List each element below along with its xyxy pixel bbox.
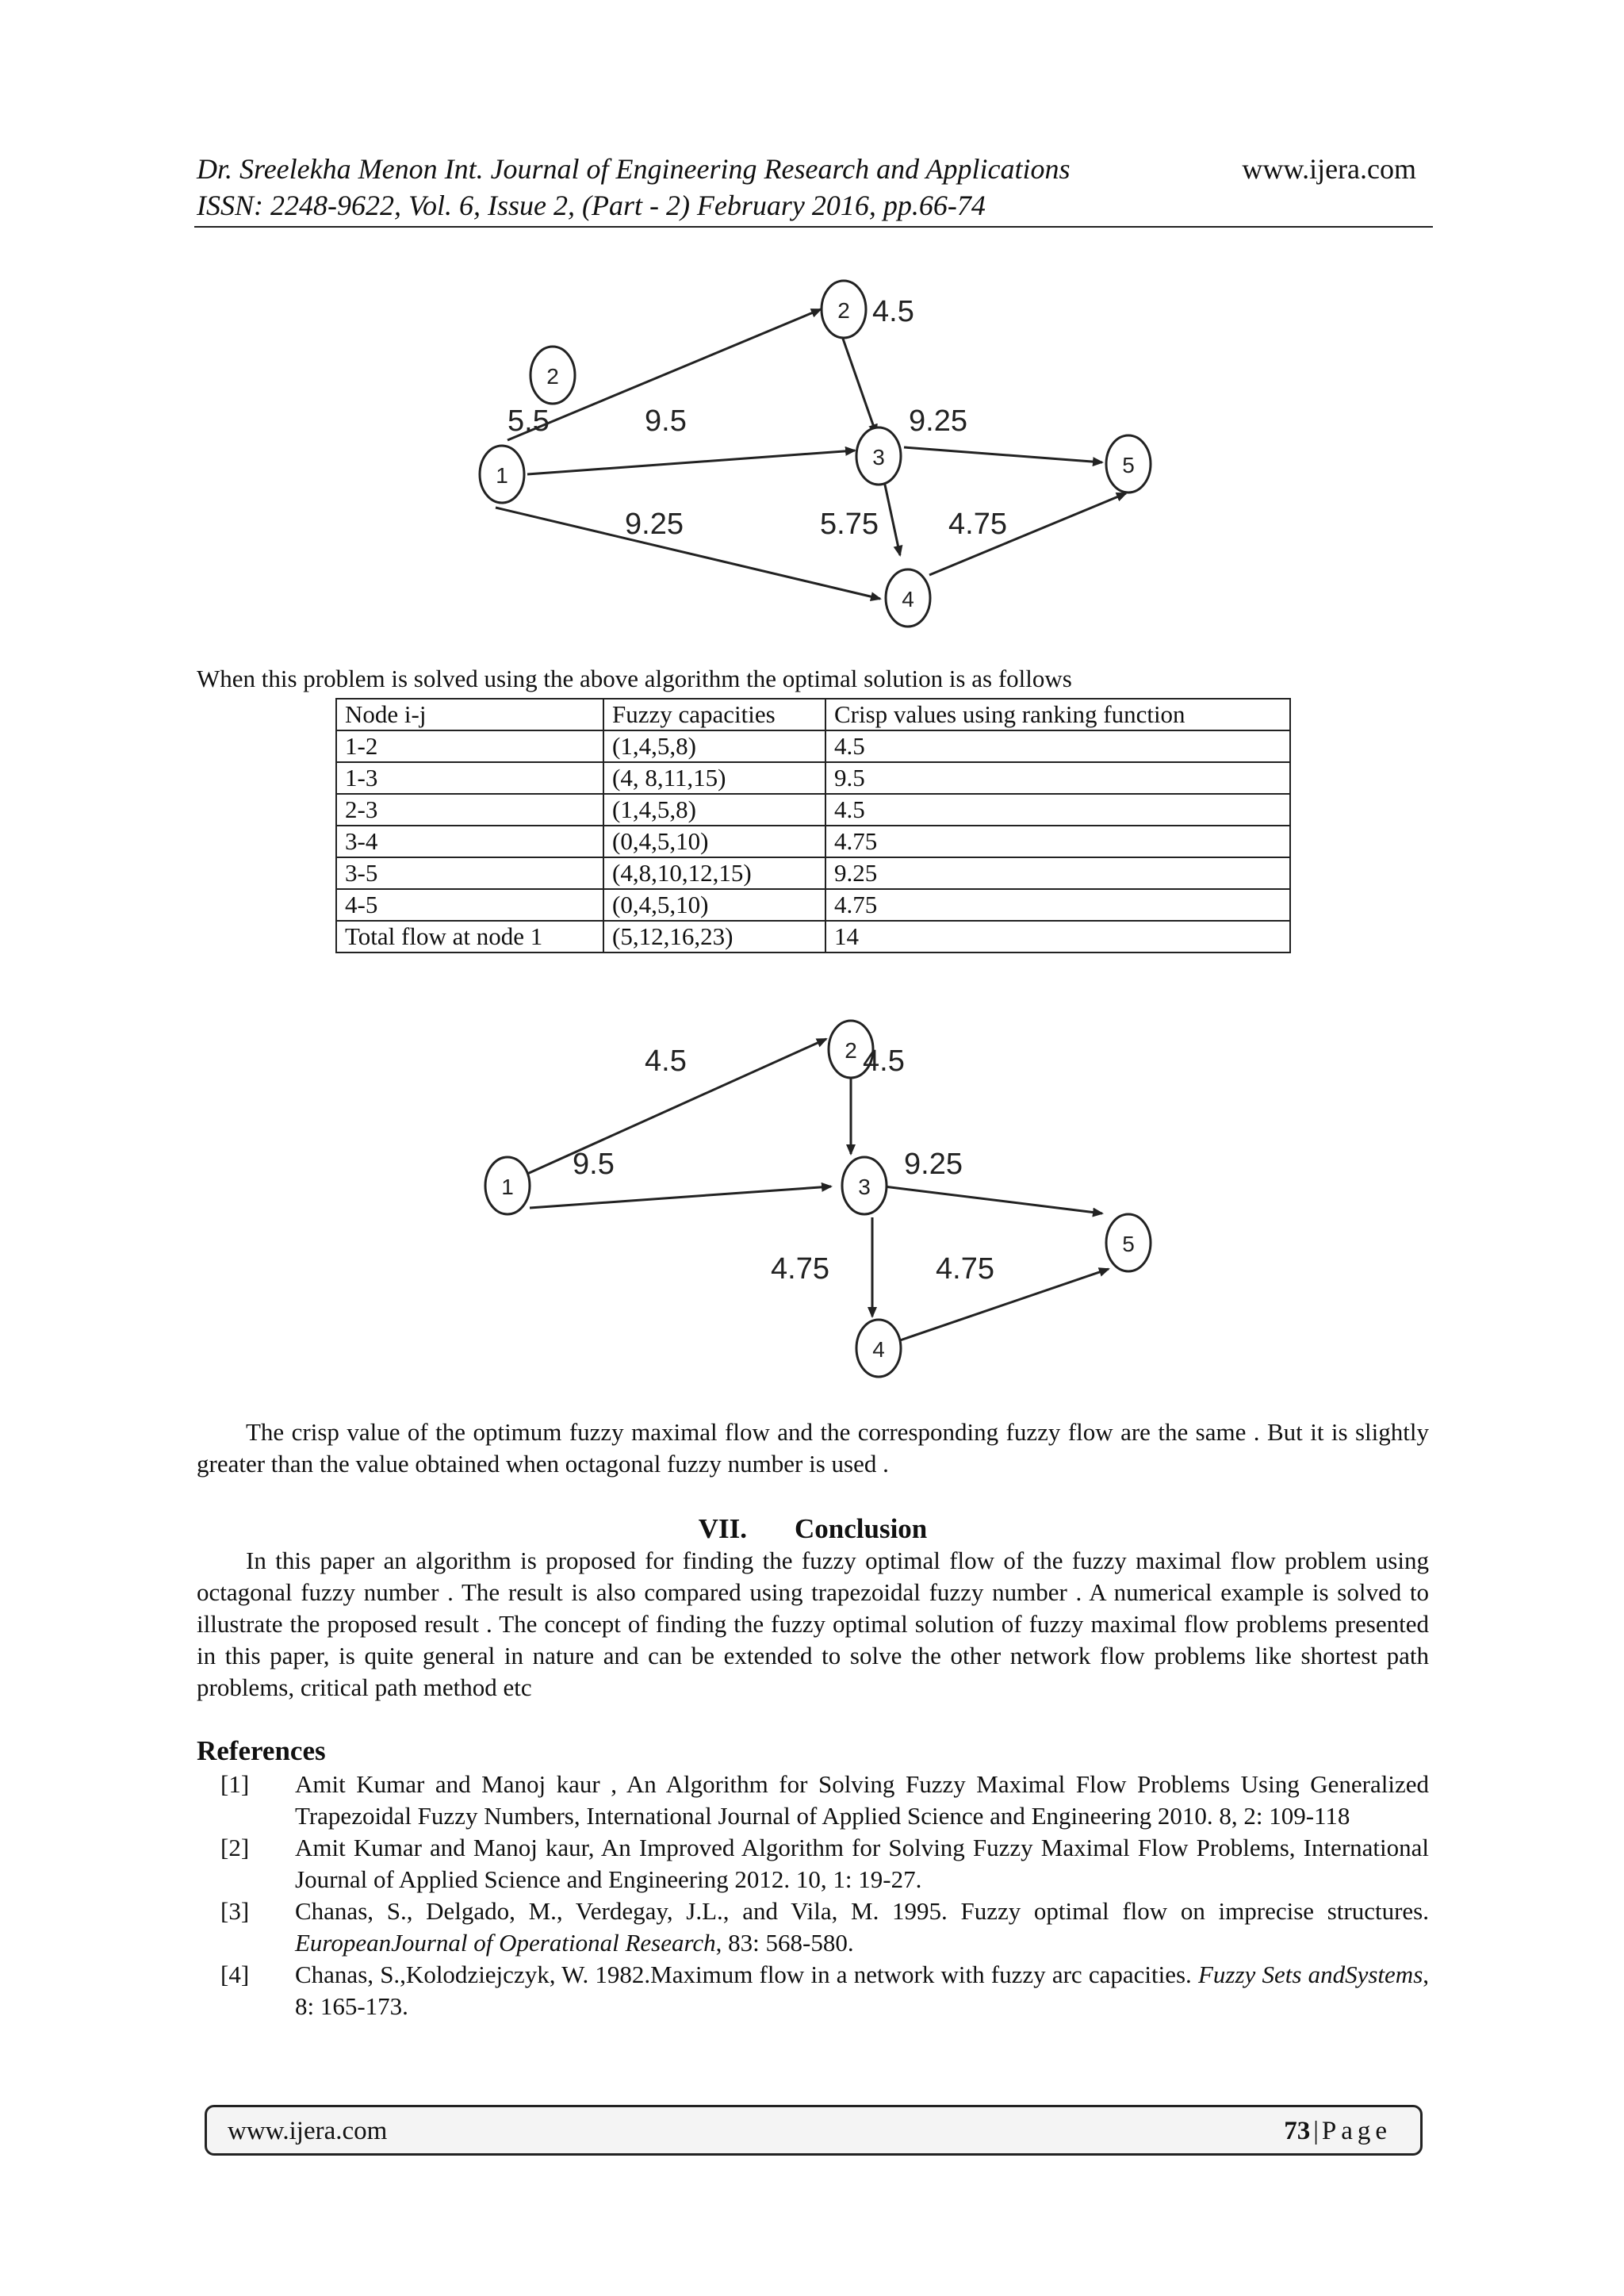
weight-1-2: 4.5 xyxy=(645,1045,687,1078)
header-citation-line2: ISSN: 2248-9622, Vol. 6, Issue 2, (Part - 2) February 2016, pp.66-74 xyxy=(197,190,986,221)
edge-3-5 xyxy=(884,1186,1102,1213)
weight-3-4: 5.75 xyxy=(820,508,879,541)
node-2-label: 2 xyxy=(837,298,850,323)
node-4-label: 4 xyxy=(902,587,914,611)
reference-item xyxy=(197,1769,1429,1832)
table-cell: 1-2 xyxy=(336,730,603,762)
header-url: www.ijera.com xyxy=(1242,153,1416,185)
table-cell: 3-4 xyxy=(336,826,603,857)
reference-text: Amit Kumar and Manoj kaur, An Improved Algorithm for Solving Fuzzy Maximal Flow Problems, International Journal of Applied Science and Engineering 2012. 10, 1: 19-27. xyxy=(295,1834,1429,1893)
table-cell: (0,4,5,10) xyxy=(603,826,825,857)
edge-1-3 xyxy=(527,450,855,474)
table-cell: 9.25 xyxy=(825,857,1290,889)
reference-text-end: , 83: 568-580. xyxy=(715,1929,854,1957)
table-cell: 4.5 xyxy=(825,794,1290,826)
table-header-cell: Crisp values using ranking function xyxy=(825,699,1290,730)
table-header-cell: Node i-j xyxy=(336,699,603,730)
reference-item xyxy=(197,1895,1429,1959)
table-row xyxy=(336,730,1290,762)
reference-journal: Fuzzy Sets andSystems xyxy=(1197,1961,1423,1988)
paragraph-result: The crisp value of the optimum fuzzy maximal flow and the corresponding fuzzy flow are the same . But it is slightly greater than the value obtained when octagonal fuzzy number is used . xyxy=(197,1418,1429,1478)
weight-3-5: 9.25 xyxy=(904,1148,963,1181)
table-cell: 14 xyxy=(825,921,1290,953)
table-row xyxy=(336,889,1290,921)
reference-text: Chanas, S.,Kolodziejczyk, W. 1982.Maximum flow in a network with fuzzy arc capacities. xyxy=(295,1961,1198,1988)
header-rule xyxy=(194,226,1433,228)
network-diagram-2 xyxy=(0,1007,1624,1388)
reference-number: [2] xyxy=(220,1834,250,1861)
table-cell: Total flow at node 1 xyxy=(336,921,603,953)
page-header xyxy=(197,151,1432,224)
network-diagram-1 xyxy=(0,262,1624,634)
reference-text-end: , 8: 165-173. xyxy=(295,1961,1430,2020)
table-cell: (4, 8,11,15) xyxy=(603,762,825,794)
weight-1-2: 5.5 xyxy=(508,404,550,438)
weight-3-4: 4.75 xyxy=(771,1252,829,1286)
reference-journal: EuropeanJournal of Operational Research xyxy=(295,1929,716,1957)
node-3-label: 3 xyxy=(858,1175,871,1199)
reference-text: Chanas, S., Delgado, M., Verdegay, J.L., and Vila, M. 1995. Fuzzy optimal flow on imprecise structures. xyxy=(295,1897,1429,1925)
references-list xyxy=(197,1769,1429,2022)
weight-2: 4.5 xyxy=(872,295,914,328)
table-cell: (0,4,5,10) xyxy=(603,889,825,921)
table-cell: 3-5 xyxy=(336,857,603,889)
section-title: Conclusion xyxy=(795,1513,928,1544)
table-cell: (5,12,16,23) xyxy=(603,921,825,953)
reference-number: [3] xyxy=(220,1897,250,1925)
page-number: 73 xyxy=(1284,2117,1311,2145)
network-diagram-2-svg xyxy=(0,1007,1624,1388)
node-1-label: 1 xyxy=(501,1175,514,1199)
edge-2-3 xyxy=(843,339,876,434)
reference-number: [1] xyxy=(220,1770,250,1798)
table-cell: 4.75 xyxy=(825,826,1290,857)
node-3-label: 3 xyxy=(872,445,885,470)
table-row xyxy=(336,762,1290,794)
page-separator: | xyxy=(1313,2117,1319,2145)
paragraph-conclusion: In this paper an algorithm is proposed for finding the fuzzy optimal flow of the fuzzy maximal flow problem using octagonal fuzzy number . The result is also compared using trapezoidal fuzzy number . A numerical example is solved to illustrate the proposed result . The concept of finding the fuzzy optimal solution of fuzzy maximal flow problems presented in this paper, is quite general in nature and can be extended to solve the other network flow problems like shortest path problems, critical path method etc xyxy=(197,1547,1429,1701)
page-word: Page xyxy=(1321,2117,1392,2145)
edge-4-5 xyxy=(900,1269,1109,1340)
reference-item xyxy=(197,1959,1429,2022)
table-row xyxy=(336,826,1290,857)
table-row xyxy=(336,857,1290,889)
node-stray-label: 2 xyxy=(546,364,559,389)
node-1-label: 1 xyxy=(496,463,508,488)
reference-text: Amit Kumar and Manoj kaur , An Algorithm for Solving Fuzzy Maximal Flow Problems Using Generalized Trapezoidal Fuzzy Numbers, International Journal of Applied Science and Engineering 2010. 8, 2: 109-118 xyxy=(295,1770,1429,1830)
table-row xyxy=(336,921,1290,953)
weight-2: 4.5 xyxy=(863,1045,905,1078)
edge-1-3 xyxy=(530,1186,831,1208)
edge-3-5 xyxy=(904,447,1102,462)
footer-url: www.ijera.com xyxy=(228,2117,388,2145)
weight-4-5: 4.75 xyxy=(936,1252,994,1286)
table-cell: 1-3 xyxy=(336,762,603,794)
table-cell: 2-3 xyxy=(336,794,603,826)
weight-3-5: 9.25 xyxy=(909,404,967,438)
section-heading xyxy=(197,1512,1429,1547)
table-cell: 4.5 xyxy=(825,730,1290,762)
node-2-label: 2 xyxy=(845,1038,857,1063)
node-5-label: 5 xyxy=(1122,453,1135,477)
table-header-cell: Fuzzy capacities xyxy=(603,699,825,730)
weight-1-4: 9.25 xyxy=(625,508,684,541)
edge-3-4 xyxy=(883,477,900,555)
node-5-label: 5 xyxy=(1122,1232,1135,1256)
table-header-row xyxy=(336,699,1290,730)
references-heading: References xyxy=(197,1735,326,1766)
weight-1-3: 9.5 xyxy=(645,404,687,438)
weight-4-5: 4.75 xyxy=(948,508,1007,541)
intro-text: When this problem is solved using the above algorithm the optimal solution is as follows xyxy=(197,665,1072,692)
section-number: VII. xyxy=(698,1513,747,1544)
results-table xyxy=(335,698,1291,953)
header-citation-line1: Dr. Sreelekha Menon Int. Journal of Engineering Research and Applications xyxy=(197,153,1071,185)
table-cell: 4-5 xyxy=(336,889,603,921)
reference-number: [4] xyxy=(220,1961,250,1988)
table-cell: (1,4,5,8) xyxy=(603,794,825,826)
node-4-label: 4 xyxy=(872,1337,885,1362)
table-row xyxy=(336,794,1290,826)
table-cell: 4.75 xyxy=(825,889,1290,921)
network-diagram-1-svg xyxy=(0,262,1624,634)
table-cell: (1,4,5,8) xyxy=(603,730,825,762)
reference-item xyxy=(197,1832,1429,1895)
footer-page xyxy=(1284,2117,1392,2146)
weight-1-3: 9.5 xyxy=(573,1148,615,1181)
table-cell: (4,8,10,12,15) xyxy=(603,857,825,889)
table-cell: 9.5 xyxy=(825,762,1290,794)
page-footer xyxy=(205,2105,1423,2156)
